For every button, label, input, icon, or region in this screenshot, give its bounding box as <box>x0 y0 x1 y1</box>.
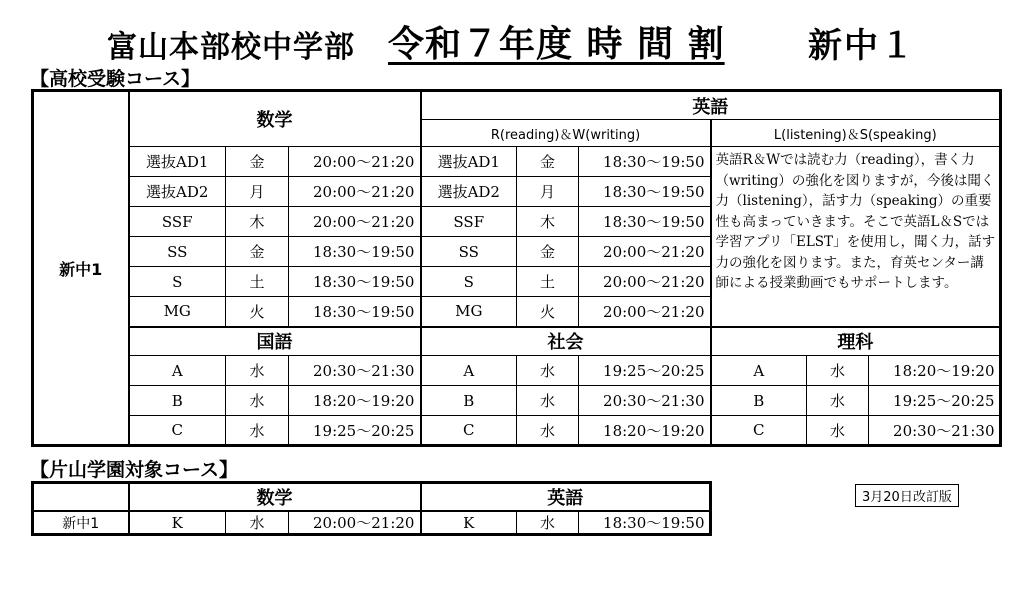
time-cell: 18:20～19:20 <box>579 416 711 446</box>
class-cell: K <box>129 511 226 535</box>
english-ls-header: L(listening)＆S(speaking) <box>711 120 1001 147</box>
day-cell: 水 <box>807 416 869 446</box>
class-cell: 選抜AD1 <box>421 147 517 177</box>
class-cell: A <box>421 356 517 386</box>
day-cell: 水 <box>807 356 869 386</box>
day-cell: 月 <box>517 177 579 207</box>
class-cell: C <box>711 416 807 446</box>
time-cell: 20:00～21:20 <box>289 511 421 535</box>
day-cell: 水 <box>226 416 289 446</box>
table-row <box>33 416 1001 446</box>
time-cell: 20:00～21:20 <box>579 237 711 267</box>
english-header: 英語 <box>421 91 1001 120</box>
english-ls-note: 英語R＆Wでは読む力（reading），書く力（writing）の強化を図りますが，今後は聞く力（listening），話す力（speaking）の重要性も高まっていきます。そこで英語L＆Sでは学習アプリ「ELST」を使用し，聞く力，話す力の強化を図ります。また，育英センター講師による授業動画でもサポートします。 <box>711 147 1001 327</box>
day-cell: 水 <box>226 356 289 386</box>
school-title: 富山本部校中学部 <box>107 30 355 65</box>
day-cell: 木 <box>517 207 579 237</box>
day-cell: 金 <box>517 237 579 267</box>
class-cell: MG <box>129 297 226 327</box>
time-cell: 18:20～19:20 <box>869 356 1001 386</box>
time-cell: 18:30～19:50 <box>579 511 711 535</box>
time-cell: 19:25～20:25 <box>579 356 711 386</box>
day-cell: 水 <box>517 511 579 535</box>
class-cell: S <box>421 267 517 297</box>
time-cell: 18:30～19:50 <box>289 267 421 297</box>
katayama-math-header: 数学 <box>129 483 421 512</box>
time-cell: 20:30～21:30 <box>579 386 711 416</box>
class-cell: C <box>421 416 517 446</box>
katayama-course-timetable <box>31 481 712 536</box>
class-cell: SSF <box>129 207 226 237</box>
time-cell: 18:30～19:50 <box>579 207 711 237</box>
time-cell: 18:30～19:50 <box>289 237 421 267</box>
science-header: 理科 <box>711 327 1001 356</box>
table-row <box>33 356 1001 386</box>
exam-course-timetable <box>31 89 1002 447</box>
class-cell: 選抜AD1 <box>129 147 226 177</box>
time-cell: 20:00～21:20 <box>289 207 421 237</box>
day-cell: 火 <box>517 297 579 327</box>
class-cell: 選抜AD2 <box>129 177 226 207</box>
social-header: 社会 <box>421 327 711 356</box>
day-cell: 月 <box>226 177 289 207</box>
day-cell: 火 <box>226 297 289 327</box>
class-cell: B <box>711 386 807 416</box>
class-cell: K <box>421 511 517 535</box>
revision-badge: 3月20日改訂版 <box>855 484 959 507</box>
math-header: 数学 <box>129 91 421 147</box>
day-cell: 金 <box>226 147 289 177</box>
day-cell: 水 <box>226 511 289 535</box>
japanese-header: 国語 <box>129 327 421 356</box>
class-cell: B <box>129 386 226 416</box>
class-cell: S <box>129 267 226 297</box>
day-cell: 金 <box>226 237 289 267</box>
time-cell: 18:30～19:50 <box>579 147 711 177</box>
day-cell: 土 <box>517 267 579 297</box>
time-cell: 19:25～20:25 <box>869 386 1001 416</box>
class-cell: SS <box>421 237 517 267</box>
time-cell: 20:30～21:30 <box>289 356 421 386</box>
day-cell: 水 <box>807 386 869 416</box>
timetable-title: 令和７年度 時 間 割 <box>388 24 725 65</box>
class-cell: A <box>711 356 807 386</box>
day-cell: 金 <box>517 147 579 177</box>
time-cell: 18:20～19:20 <box>289 386 421 416</box>
grade-title: 新中１ <box>808 26 916 66</box>
table-row <box>33 511 711 535</box>
day-cell: 水 <box>517 386 579 416</box>
time-cell: 18:30～19:50 <box>579 177 711 207</box>
class-cell: 選抜AD2 <box>421 177 517 207</box>
day-cell: 水 <box>517 416 579 446</box>
class-cell: SS <box>129 237 226 267</box>
time-cell: 20:00～21:20 <box>579 297 711 327</box>
time-cell: 18:30～19:50 <box>289 297 421 327</box>
class-cell: SSF <box>421 207 517 237</box>
day-cell: 水 <box>517 356 579 386</box>
section-label-katayama-course: 【片山学園対象コース】 <box>30 459 239 481</box>
time-cell: 20:00～21:20 <box>289 177 421 207</box>
section-label-exam-course: 【高校受験コース】 <box>30 68 201 90</box>
table-row <box>33 386 1001 416</box>
time-cell: 20:00～21:20 <box>579 267 711 297</box>
english-rw-header: R(reading)＆W(writing) <box>421 120 711 147</box>
class-cell: MG <box>421 297 517 327</box>
class-cell: C <box>129 416 226 446</box>
day-cell: 木 <box>226 207 289 237</box>
day-cell: 土 <box>226 267 289 297</box>
grade-cell: 新中1 <box>33 91 129 446</box>
table-row <box>33 147 1001 177</box>
katayama-english-header: 英語 <box>421 483 711 512</box>
time-cell: 20:30～21:30 <box>869 416 1001 446</box>
grade-cell: 新中1 <box>33 511 129 535</box>
day-cell: 水 <box>226 386 289 416</box>
time-cell: 20:00～21:20 <box>289 147 421 177</box>
class-cell: A <box>129 356 226 386</box>
time-cell: 19:25～20:25 <box>289 416 421 446</box>
class-cell: B <box>421 386 517 416</box>
